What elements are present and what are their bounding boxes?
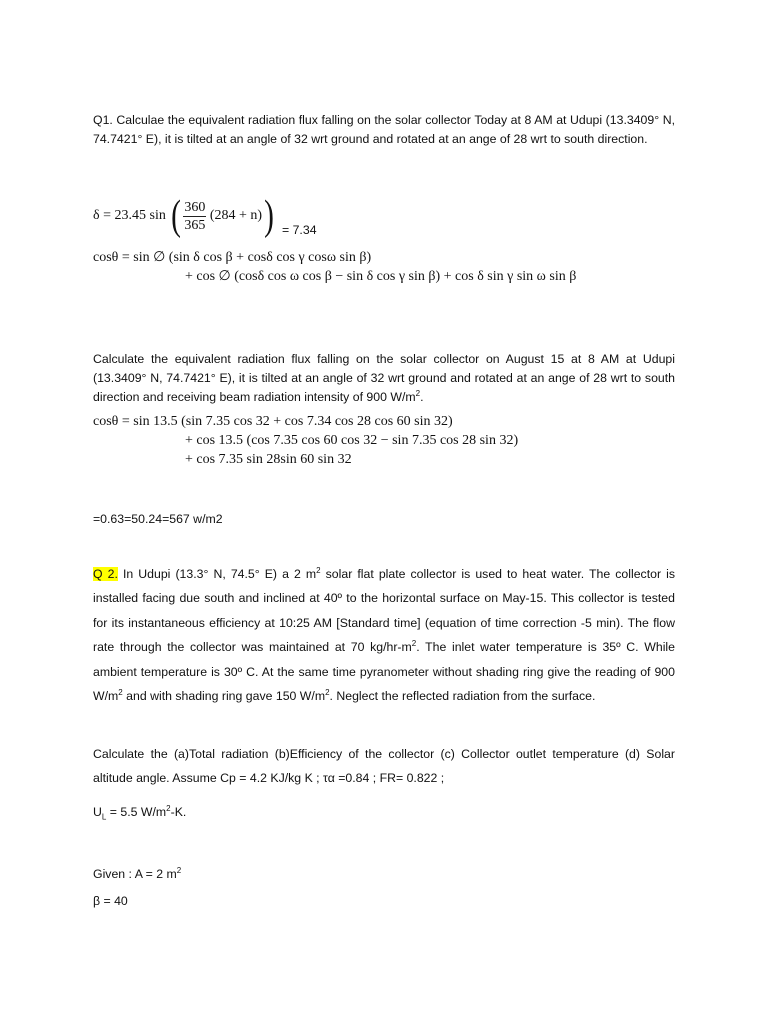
q2-label: Q 2. xyxy=(93,567,118,581)
q1-paragraph xyxy=(93,111,675,149)
q2-paragraph: Q 2. In Udupi (13.3° N, 74.5° E) a 2 $m^2$ solar flat plate collector is used to heat water. The collector is installed facing due south and inclined at 40º to the horizontal surface on May-15. This collector is tested for its instantaneous efficiency at 10:25 AM [Standard time] (equation of time correction -5 min). The flow rate through the collector was maintained at 70 $kg/hr-m^2$. The inlet water temperature is 35º C. While ambient temperature is 30º C. At the same time pyranometer without shading ring give the reading of 900 $W/m^2$ and with shading ring gave 150 $W/m^2$. Neglect the reflected radiation from the surface. xyxy=(93,565,675,704)
q2-calculate-text: Calculate the (a)Total radiation (b)Efficiency of the collector (c) Collector outlet temperature (d) Solar altitude angle. Assume Cp = 4.2 KJ/kg K ; τα =0.84 ; FR= 0.822 ; xyxy=(93,747,675,786)
ul-line: $U_L = 5.5$ $W/m^2-K$. xyxy=(93,803,187,822)
declination-fraction xyxy=(183,199,206,234)
given-area: Given : A = 2 $m^2$ xyxy=(93,865,182,881)
calc-line-1: cosθ = sin 13.5 (sin 7.35 cos 32 + cos 7.34 cos 28 cos 60 sin 32) xyxy=(93,414,453,429)
q1-paragraph-2-text: Calculate the equivalent radiation flux falling on the solar collector on August 15 at 8 AM at Udupi (13.3409° N, 74.7421° E), it is tilted at an angle of 32 wrt ground and rotated at an ange of 28 wrt to south direction and receiving beam radiation intensity of 900 W/m xyxy=(93,352,675,404)
given-beta: β = 40 xyxy=(93,894,128,908)
fraction-numerator: 360 xyxy=(184,199,206,215)
declination-lhs: δ = 23.45 sin xyxy=(93,208,166,223)
cos-theta-equation-line2: + cos ∅ (cosδ cos ω cos β − sin δ cos γ sin β) + cos δ sin γ sin ω sin β xyxy=(185,269,577,284)
calc-line-3: + cos 7.35 sin 28sin 60 sin 32 xyxy=(185,452,352,467)
fraction-denominator: 365 xyxy=(184,217,206,233)
q1-paragraph-2: Calculate the equivalent radiation flux falling on the solar collector on August 15 at 8 AM at Udupi (13.3409° N, 74.7421° E), it is tilted at an angle of 32 wrt ground and rotated at an ange of 28 wrt to south direction and receiving beam radiation intensity of 900 $W/m^2$. xyxy=(93,352,675,404)
declination-argument: (284 + n) xyxy=(209,208,263,223)
declination-result: = 7.34 xyxy=(282,223,317,237)
q1-text: Q1. Calculae the equivalent radiation flux falling on the solar collector Today at 8 AM at Udupi (13.3409° N, 74.7421° E), it is tilted at an angle of 32 wrt ground and rotated at an ange of 28 wrt to south direction. xyxy=(93,113,675,146)
cos-theta-equation-line1: cosθ = sin ∅ (sin δ cos β + cosδ cos γ cosω sin β) xyxy=(93,250,372,265)
declination-equation xyxy=(93,195,276,241)
superscript: 2 xyxy=(415,388,421,398)
q1-result: =0.63=50.24=567 w/m2 xyxy=(93,512,223,526)
right-paren: ) xyxy=(264,193,274,239)
left-paren: ( xyxy=(171,193,182,239)
calc-line-2: + cos 13.5 (cos 7.35 cos 60 cos 32 − sin 7.35 cos 28 sin 32) xyxy=(185,433,519,448)
q2-calculate-paragraph xyxy=(93,742,675,791)
